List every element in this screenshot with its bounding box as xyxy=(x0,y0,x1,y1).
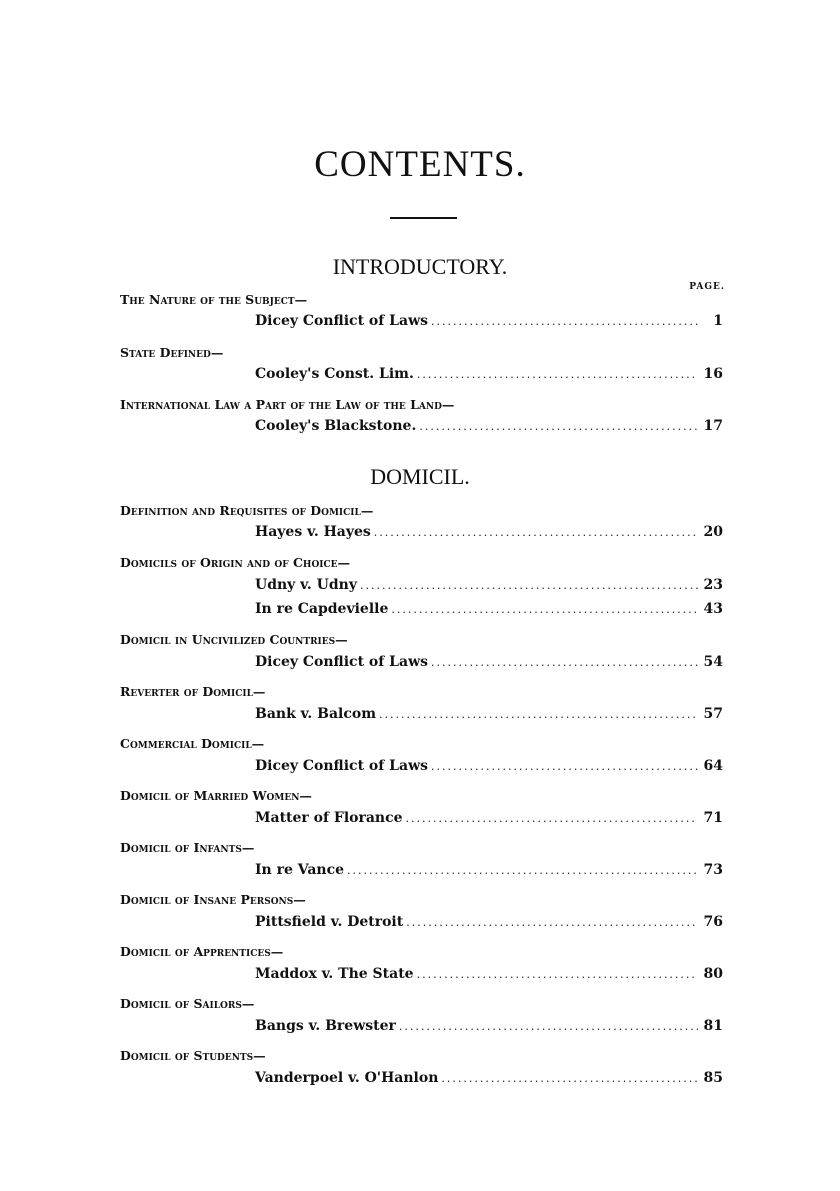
toc-entry-title: Bank v. Balcom xyxy=(255,706,377,722)
toc-entry-title: Bangs v. Brewster xyxy=(255,1018,396,1034)
toc-heading: Domicils of Origin and of Choice— xyxy=(120,555,351,570)
toc-entry[interactable] xyxy=(255,1018,723,1038)
dot-leader xyxy=(441,1072,697,1085)
toc-entry-page: 54 xyxy=(703,654,723,670)
toc-entry-title: In re Capdevielle xyxy=(255,601,389,617)
toc-heading: Domicil of Sailors— xyxy=(120,996,255,1011)
dot-leader xyxy=(374,526,698,539)
toc-entry-title: Maddox v. The State xyxy=(255,966,414,982)
dot-leader xyxy=(391,603,697,616)
toc-heading: Domicil of Apprentices— xyxy=(120,944,284,959)
toc-heading: Reverter of Domicil— xyxy=(120,684,266,699)
toc-entry-title: Cooley's Blackstone. xyxy=(255,418,417,434)
toc-entry-title: In re Vance xyxy=(255,862,345,878)
toc-heading: International Law a Part of the Law of the Land— xyxy=(120,397,455,412)
toc-entry-page: 85 xyxy=(703,1070,723,1086)
toc-entry-page: 73 xyxy=(703,862,723,878)
dot-leader xyxy=(431,760,698,773)
toc-entry[interactable] xyxy=(255,601,723,621)
toc-entry-page: 76 xyxy=(703,914,723,930)
dot-leader xyxy=(406,916,697,929)
toc-entry-title: Udny v. Udny xyxy=(255,577,357,593)
toc-entry[interactable] xyxy=(255,366,723,386)
toc-entry[interactable] xyxy=(255,418,723,438)
toc-heading: Domicil of Infants— xyxy=(120,840,255,855)
toc-entry-page: 16 xyxy=(703,366,723,382)
toc-entry-title: Hayes v. Hayes xyxy=(255,524,371,540)
toc-entry-title: Pittsfield v. Detroit xyxy=(255,914,404,930)
dot-leader xyxy=(417,968,698,981)
dot-leader xyxy=(360,579,698,592)
toc-entry[interactable] xyxy=(255,313,723,333)
toc-entry-page: 71 xyxy=(703,810,723,826)
toc-entry[interactable] xyxy=(255,914,723,934)
toc-entry-page: 80 xyxy=(703,966,723,982)
dot-leader xyxy=(406,812,698,825)
dot-leader xyxy=(347,864,697,877)
section-heading-introductory: INTRODUCTORY. xyxy=(332,254,508,279)
toc-heading: Domicil in Uncivilized Countries— xyxy=(120,632,348,647)
toc-entry-page: 43 xyxy=(703,601,723,617)
toc-heading: Domicil of Insane Persons— xyxy=(120,892,306,907)
toc-entry[interactable] xyxy=(255,577,723,597)
toc-heading: Commercial Domicil— xyxy=(120,736,265,751)
toc-heading: Domicil of Students— xyxy=(120,1048,266,1063)
dot-leader xyxy=(399,1020,698,1033)
toc-entry-page: 23 xyxy=(703,577,723,593)
dot-leader xyxy=(431,656,698,669)
dot-leader xyxy=(417,368,698,381)
toc-entry-title: Dicey Conflict of Laws xyxy=(255,654,429,670)
toc-heading: Definition and Requisites of Domicil— xyxy=(120,503,374,518)
toc-entry-page: 64 xyxy=(703,758,723,774)
toc-entry-title: Cooley's Const. Lim. xyxy=(255,366,414,382)
toc-entry-page: 1 xyxy=(713,313,723,329)
toc-heading: State Defined— xyxy=(120,345,224,360)
toc-entry-page: 57 xyxy=(703,706,723,722)
page-column-label: PAGE. xyxy=(689,282,725,292)
toc-entry[interactable] xyxy=(255,862,723,882)
toc-entry-title: Dicey Conflict of Laws xyxy=(255,758,429,774)
toc-heading: Domicil of Married Women— xyxy=(120,788,312,803)
page-title: CONTENTS. xyxy=(314,144,526,185)
toc-entry[interactable] xyxy=(255,810,723,830)
toc-entry[interactable] xyxy=(255,524,723,544)
dot-leader xyxy=(431,315,699,328)
toc-entry[interactable] xyxy=(255,1070,723,1090)
section-heading-domicil: DOMICIL. xyxy=(370,464,470,489)
toc-entry-title: Dicey Conflict of Laws xyxy=(255,313,429,329)
toc-heading: The Nature of the Subject— xyxy=(120,292,308,307)
toc-entry-page: 81 xyxy=(703,1018,723,1034)
dot-leader xyxy=(379,708,697,721)
toc-entry-page: 20 xyxy=(703,524,723,540)
title-rule xyxy=(390,217,457,219)
toc-entry-title: Vanderpoel v. O'Hanlon xyxy=(255,1070,439,1086)
toc-entry-page: 17 xyxy=(703,418,723,434)
toc-entry[interactable] xyxy=(255,966,723,986)
toc-entry-title: Matter of Florance xyxy=(255,810,403,826)
toc-entry[interactable] xyxy=(255,654,723,674)
toc-entry[interactable] xyxy=(255,758,723,778)
toc-entry[interactable] xyxy=(255,706,723,726)
dot-leader xyxy=(419,420,697,433)
